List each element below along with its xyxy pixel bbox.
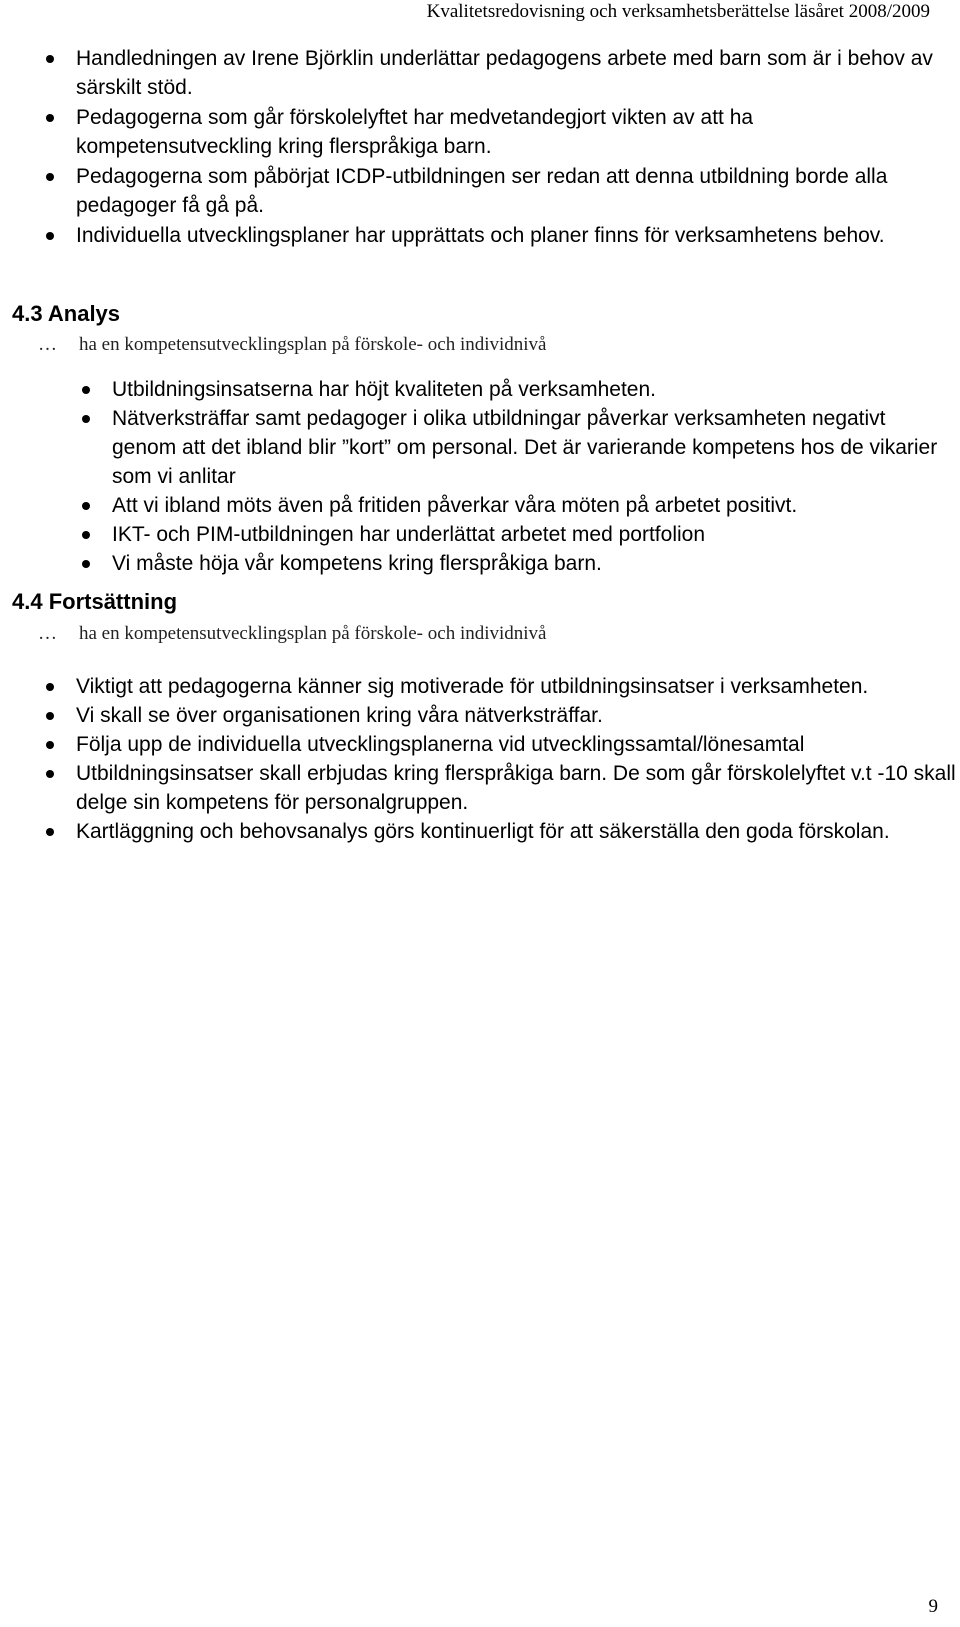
bullet-item: Att vi ibland möts även på fritiden påverkar våra möten på arbetet positivt.	[74, 491, 954, 520]
bullet-item: Vi måste höja vår kompetens kring flerspråkiga barn.	[74, 549, 954, 578]
page-number: 9	[928, 1596, 938, 1617]
analys-bullet-list	[74, 375, 954, 578]
bullet-item: Handledningen av Irene Björklin underlättar pedagogens arbete med barn som är i behov av särskilt stöd.	[38, 44, 938, 102]
fortsattning-bullet-list	[38, 672, 958, 846]
bullet-item: Vi skall se över organisationen kring våra nätverksträffar.	[38, 701, 958, 730]
subtitle-text: ha en kompetensutvecklingsplan på förskole- och individnivå	[79, 623, 547, 644]
section-subtitle-fortsattning	[38, 622, 547, 646]
bullet-item: Utbildningsinsatserna har höjt kvaliteten på verksamheten.	[74, 375, 954, 404]
bullet-item: Kartläggning och behovsanalys görs kontinuerligt för att säkerställa den goda förskolan.	[38, 817, 958, 846]
bullet-item: Utbildningsinsatser skall erbjudas kring flerspråkiga barn. De som går förskolelyftet v.t -10 skall delge sin kompetens för personalgruppen.	[38, 759, 958, 817]
bullet-item: Pedagogerna som påbörjat ICDP-utbildningen ser redan att denna utbildning borde alla pedagoger få gå på.	[38, 162, 938, 220]
summary-bullet-list	[38, 44, 938, 251]
bullet-item: Individuella utvecklingsplaner har upprättats och planer finns för verksamhetens behov.	[38, 221, 938, 250]
subtitle-ellipsis: …	[38, 623, 57, 644]
section-heading-analys: 4.3 Analys	[12, 301, 121, 326]
bullet-item: IKT- och PIM-utbildningen har underlättat arbetet med portfolion	[74, 520, 954, 549]
section-subtitle-analys	[38, 333, 547, 357]
bullet-item: Viktigt att pedagogerna känner sig motiverade för utbildningsinsatser i verksamheten.	[38, 672, 958, 701]
bullet-item: Pedagogerna som går förskolelyftet har medvetandegjort vikten av att ha kompetensutveckling kring flerspråkiga barn.	[38, 103, 938, 161]
section-heading-fortsattning: 4.4 Fortsättning	[12, 589, 178, 614]
bullet-item: Nätverksträffar samt pedagoger i olika utbildningar påverkar verksamheten negativt genom att det ibland blir ”kort” om personal. Det är varierande kompetens hos de vikarier som vi anlitar	[74, 404, 954, 491]
subtitle-text: ha en kompetensutvecklingsplan på förskole- och individnivå	[79, 334, 547, 355]
bullet-item: Följa upp de individuella utvecklingsplanerna vid utvecklingssamtal/lönesamtal	[38, 730, 958, 759]
subtitle-ellipsis: …	[38, 334, 57, 355]
running-header: Kvalitetsredovisning och verksamhetsberättelse läsåret 2008/2009	[426, 1, 930, 22]
